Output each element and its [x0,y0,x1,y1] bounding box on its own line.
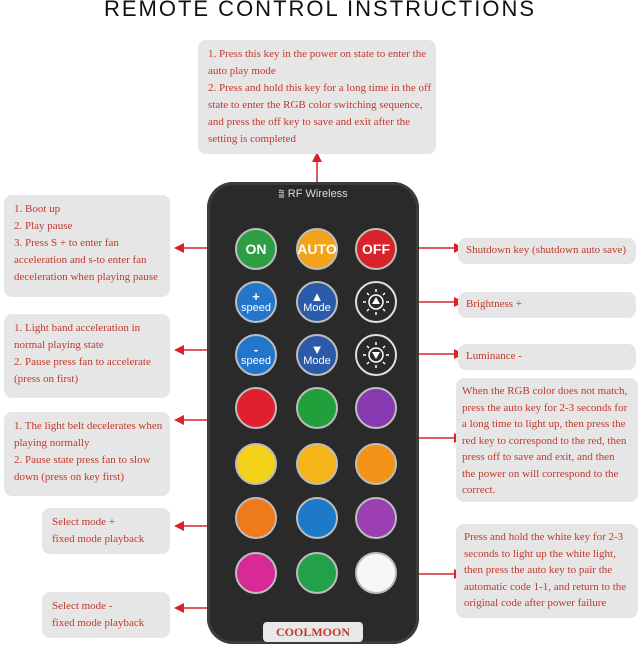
note-line: playing normally [14,437,90,449]
note-line: Luminance - [466,350,522,362]
page-title: REMOTE CONTROL INSTRUCTIONS [103,0,537,21]
note-brightness-down [458,344,636,370]
off-label: OFF [362,241,390,257]
mode-label: Mode [303,354,331,367]
note-mode-minus [42,592,170,638]
auto-button[interactable] [296,228,338,270]
triangle-up-icon: ▲ [310,288,324,304]
triangle-down-icon: ▼ [310,341,324,357]
auto-label: AUTO [297,241,337,257]
note-on [4,195,170,297]
brightness-up-button[interactable] [355,281,397,323]
note-line: down (press on key first) [14,471,124,483]
note-line: auto play mode [208,65,276,77]
plus-icon: + [252,288,260,304]
note-line: automatic code 1-1, and return to the [464,580,627,593]
note-line: acceleration and s-to enter fan [14,254,147,266]
note-red [456,378,638,502]
color-button-orange-yellow[interactable] [296,443,338,485]
note-line: 2. Press and hold this key for a long time in the off [208,82,432,94]
minus-icon: - [253,341,259,357]
note-line: Select mode - [52,600,113,612]
note-line: When the RGB color does not match, [462,385,628,397]
note-line: setting is completed [208,133,296,145]
note-line: 1. The light belt decelerates when [14,420,163,432]
note-mode-plus [42,508,170,554]
note-line: and press the off key to save and exit after the [208,116,411,128]
note-line: Shutdown key (shutdown auto save) [466,244,627,256]
mode-label: Mode [303,301,331,314]
on-label: ON [245,241,267,257]
brightness-up-icon [361,287,391,317]
wifi-icon: ⩰ [278,188,285,200]
color-button-yellow[interactable] [235,443,277,485]
color-button-green-2[interactable] [296,552,338,594]
note-line: a long time to light up, then press the [462,418,626,430]
color-button-red[interactable] [235,387,277,429]
color-button-white[interactable] [355,552,397,594]
off-button[interactable] [355,228,397,270]
color-button-orange[interactable] [355,443,397,485]
note-line: Press and hold the white key for 2-3 [464,531,624,543]
note-line: press off to save and exit, and then [462,451,615,463]
note-line: press the auto key for 2-3 seconds for [462,401,628,414]
note-line: red key to correspond to the red, then [462,434,627,447]
note-white [456,524,638,618]
note-line: 1. Light band acceleration in [14,322,141,334]
color-button-violet[interactable] [355,497,397,539]
note-line: Select mode + [52,516,116,528]
note-line: 1. Boot up [14,203,61,215]
note-line: 2. Play pause [14,220,73,232]
speed-up-button[interactable] [235,281,277,323]
note-speed-minus [4,412,170,496]
speed-label: speed [241,301,271,314]
note-line: state to enter the RGB color switching sequence, [208,99,423,111]
note-line: deceleration when playing pause [14,271,158,283]
note-line: 1. Press this key in the power on state to enter the [208,48,427,60]
color-button-orange-dark[interactable] [235,497,277,539]
note-line: seconds to light up the white light, [464,547,616,560]
note-line: the power on will correspond to the [462,467,619,480]
brightness-down-button[interactable] [355,334,397,376]
note-line: Brightness + [466,298,523,310]
brightness-down-icon [361,340,391,370]
brand-logo: COOLMOON [263,622,363,642]
note-line: fixed mode playback [52,533,145,545]
remote-control [207,182,419,644]
note-brightness-up [458,292,636,318]
on-button[interactable] [235,228,277,270]
mode-up-button[interactable] [296,281,338,323]
color-button-purple[interactable] [355,387,397,429]
note-line: correct. [462,484,496,496]
note-line: 2. Pause press fan to accelerate [14,356,151,368]
note-line: original code after power failure [464,597,607,609]
color-button-blue[interactable] [296,497,338,539]
rf-label-text: RF Wireless [287,188,348,200]
speed-down-button[interactable] [235,334,277,376]
color-button-green[interactable] [296,387,338,429]
note-line: 3. Press S + to enter fan [14,237,119,249]
note-speed-plus [4,314,170,398]
speed-label: speed [241,354,271,367]
note-line: (press on first) [14,373,79,385]
note-auto [198,40,436,154]
note-off [458,238,636,264]
color-button-magenta[interactable] [235,552,277,594]
note-line: fixed mode playback [52,617,145,629]
mode-down-button[interactable] [296,334,338,376]
rf-wireless-label [207,188,419,201]
note-line: then press the auto key to pair the [464,564,613,576]
note-line: 2. Pause state press fan to slow [14,454,151,466]
note-line: normal playing state [14,339,104,351]
